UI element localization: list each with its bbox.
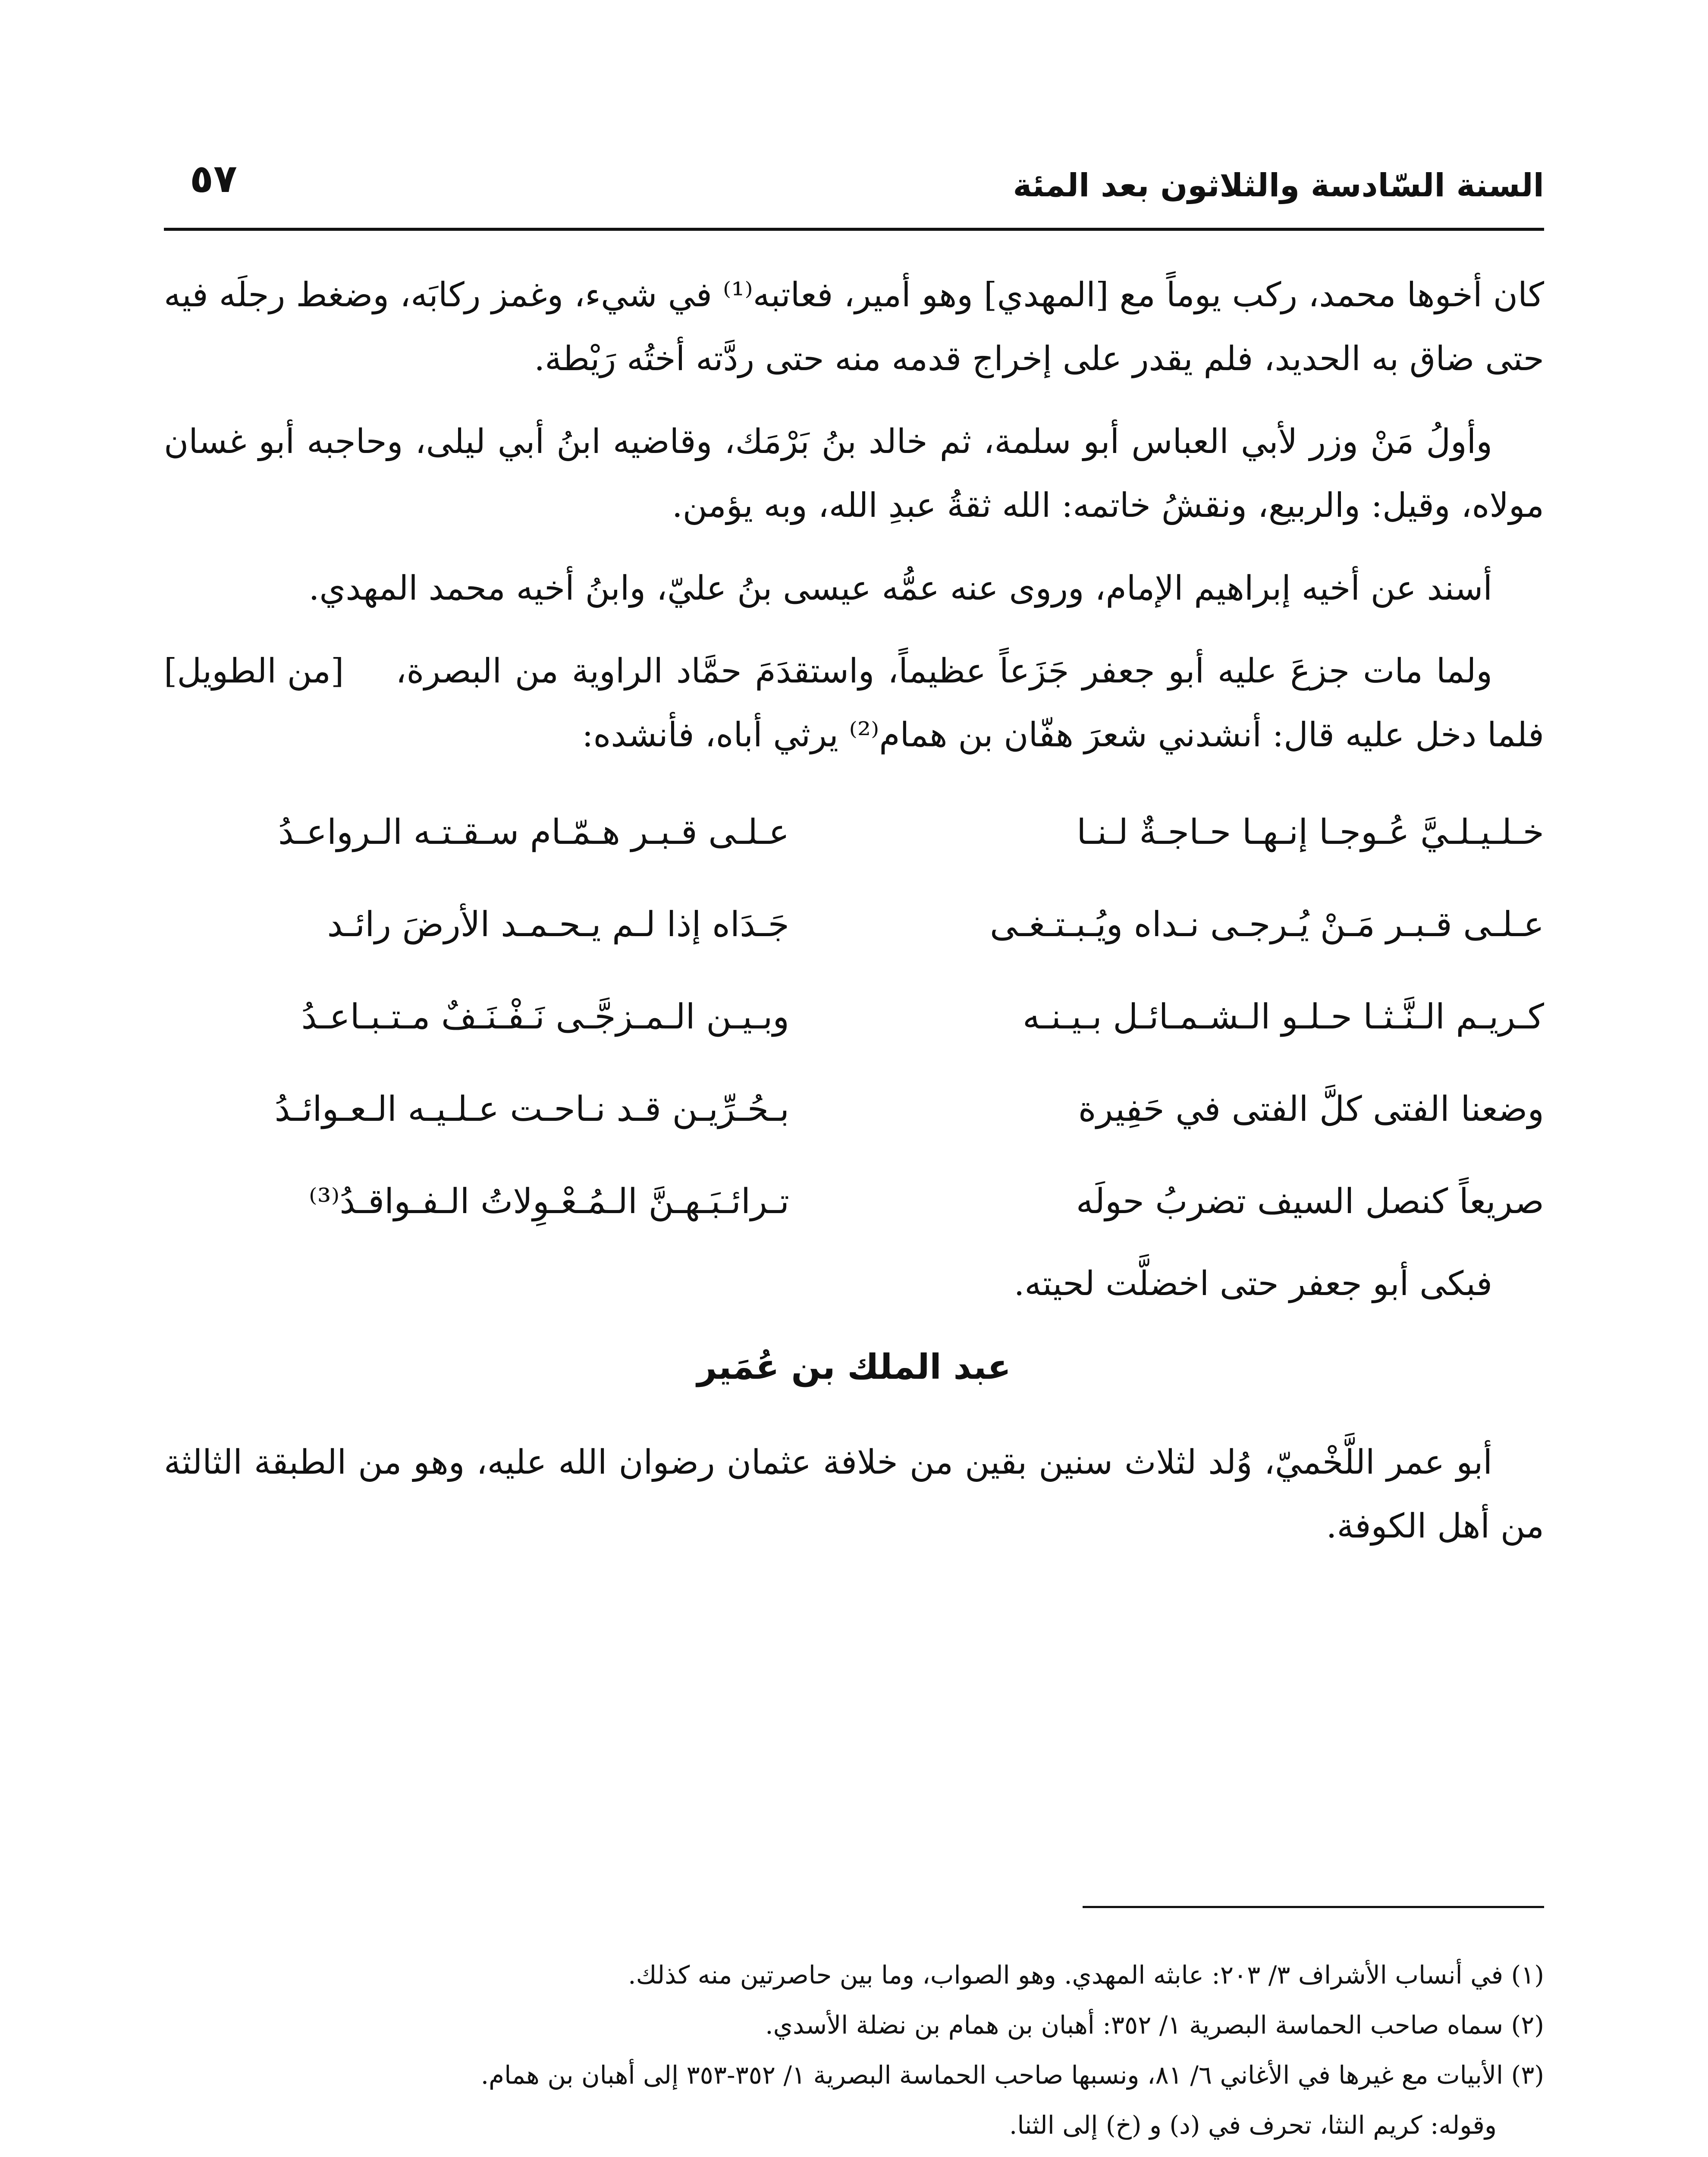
verse-second-hemistich: تـرائـبَـهـنَّ الـمُـعْـوِلاتُ الـفـواقـدُ⁽³⁾ [309, 1181, 789, 1221]
header-rule [164, 228, 1544, 231]
paragraph-5: فبكى أبو جعفر حتى اخضلَّت لحيته. [1014, 1264, 1492, 1303]
verse-second-hemistich: وبـيـن الـمـزجَّـى نَـفْـنَـفٌ مـتـبـاعـدُ [301, 997, 789, 1037]
verse-first-hemistich: عـلـى قـبـر مَـنْ يُـرجـى نـداه ويُـبـتـغـى [990, 904, 1544, 944]
verse-second-hemistich: عـلـى قـبـر هـمّـام سـقـتـه الـرواعـدُ [278, 812, 789, 852]
paragraph-4 [164, 639, 1544, 767]
verse-4 [164, 1063, 1544, 1155]
paragraph-1: كان أخوها محمد، ركب يوماً مع [المهدي] وهو أمير، فعاتبه⁽¹⁾ في شيء، وغمز ركابَه، وضغط رجلَه فيه حتى ضاق به الحديد، فلم يقدر على إخراج قدمه منه حتى ردَّته أختُه رَيْطة. [164, 276, 1544, 378]
section-title: عبد الملك بن عُمَير [697, 1347, 1011, 1387]
footnote-2: (٢) سماه صاحب الحماسة البصرية ١/ ٣٥٢: أهبان بن همام بن نضلة الأسدي. [765, 2010, 1544, 2040]
paragraph-6: أبو عمر اللَّخْميّ، وُلد لثلاث سنين بقين من خلافة عثمان رضوان الله عليه، وهو من الطبقة الثالثة من أهل الكوفة. [164, 1443, 1544, 1546]
poem [164, 786, 1544, 1248]
footnote-3-note-a: وقوله: كريم النثا، تحرف في (د) و (خ) إلى الثنا. [1009, 2110, 1497, 2140]
verse-1 [164, 786, 1544, 878]
footnote-3: (٣) الأبيات مع غيرها في الأغاني ٦/ ٨١، ونسبها صاحب الحماسة البصرية ١/ ٣٥٢-٣٥٣ إلى أهبان بن همام. [480, 2060, 1544, 2090]
running-title: السنة السّادسة والثلاثون بعد المئة [1013, 167, 1544, 204]
footnote-3-note-b [164, 2150, 1544, 2157]
main-text [164, 263, 1544, 1577]
verse-5 [164, 1155, 1544, 1248]
page-number: ٥٧ [190, 156, 237, 201]
paragraph-3: أسند عن أخيه إبراهيم الإمام، وروى عنه عمُّه عيسى بنُ عليّ، وابنُ أخيه محمد المهدي. [308, 569, 1492, 608]
verse-first-hemistich: كـريـم الـنَّـثـا حـلـو الـشـمـائـل بـيـنـه [1023, 997, 1544, 1037]
verse-3 [164, 971, 1544, 1063]
verse-first-hemistich: وضعنا الفتى كلَّ الفتى في حَفِيرة [1078, 1089, 1544, 1129]
footnote-1: (١) في أنساب الأشراف ٣/ ٢٠٣: عابثه المهدي. وهو الصواب، وما بين حاصرتين منه كذلك. [628, 1960, 1544, 1990]
meter-label: [من الطويل] [164, 652, 344, 691]
verse-second-hemistich: بـحُـرِّيـن قـد نـاحـت عـلـيـه الـعـوائـدُ [274, 1089, 789, 1129]
verse-second-hemistich: جَـدَاه إذا لـم يـحـمـد الأرضَ رائـد [327, 904, 789, 944]
footnotes [164, 1950, 1544, 2157]
paragraph-4-text: ولما مات جزعَ عليه أبو جعفر جَزَعاً عظيماً، واستقدَمَ حمَّاد الراوية من البصرة، فلما دخل عليه قال: أنشدني شعرَ هفّان بن همام⁽²⁾ يرثي أباه، فأنشده: [396, 652, 1544, 755]
paragraph-2: وأولُ مَنْ وزر لأبي العباس أبو سلمة، ثم خالد بنُ بَرْمَك، وقاضيه ابنُ أبي ليلى، وحاجبه أبو غسان مولاه، وقيل: والربيع، ونقشُ خاتمه: الله ثقةُ عبدِ الله، وبه يؤمن. [164, 422, 1544, 525]
footnote-rule [1083, 1906, 1544, 1908]
verse-2 [164, 878, 1544, 971]
verse-first-hemistich: صريعاً كنصل السيف تضربُ حولَه [1076, 1181, 1544, 1221]
verse-first-hemistich: خـلـيـلـيَّ عُـوجـا إنـهـا حـاجـةٌ لـنـا [1077, 812, 1544, 852]
page-header [164, 142, 1544, 233]
